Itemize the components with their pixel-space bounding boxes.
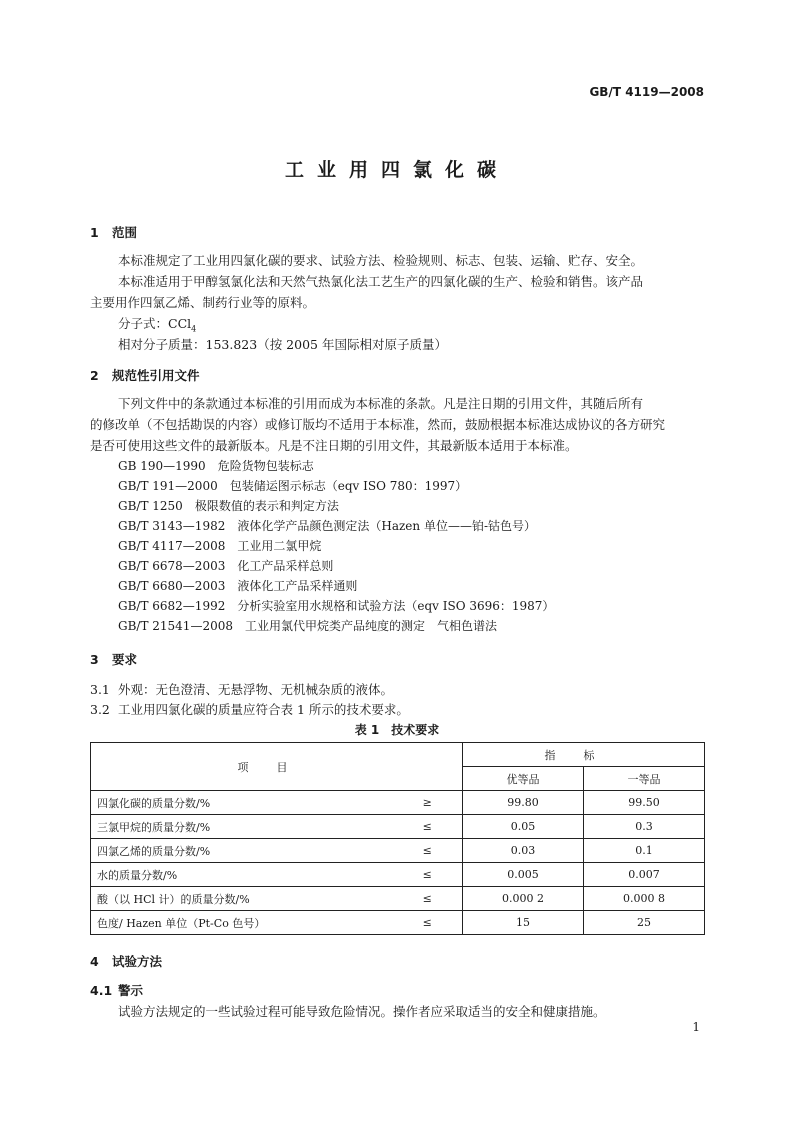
section-number: 1 [90, 225, 99, 240]
table-row [91, 911, 705, 935]
paragraph: 本标准适用于甲醇氢氯化法和天然气热氯化法工艺生产的四氯化碳的生产、检验和销售。该产品 [118, 274, 644, 289]
reference-title: 化工产品采样总则 [237, 559, 334, 573]
reference-title: 液体化学产品颜色测定法（Hazen 单位——铂-钴色号） [237, 519, 537, 533]
row-item: 酸（以 HCl 计）的质量分数/% [91, 887, 393, 911]
row-comparator: ≥ [393, 791, 463, 815]
section-1-heading [90, 223, 137, 241]
header-item: 项目 [91, 743, 463, 791]
reference-item [118, 537, 321, 554]
reference-code: GB/T 6682—1992 [118, 599, 226, 613]
formula-label: 分子式：CCl [118, 316, 192, 331]
table-row [91, 791, 705, 815]
table-row [91, 863, 705, 887]
row-value-superior: 0.000 2 [463, 887, 584, 911]
reference-code: GB/T 4117—2008 [118, 539, 226, 553]
section-title: 试验方法 [112, 954, 163, 969]
header-indicator: 指标 [463, 743, 705, 767]
section-2-heading [90, 366, 200, 384]
row-item: 水的质量分数/% [91, 863, 393, 887]
section-number: 4 [90, 954, 99, 969]
reference-title: 极限数值的表示和判定方法 [194, 499, 339, 513]
row-item: 三氯甲烷的质量分数/% [91, 815, 393, 839]
row-comparator: ≤ [393, 887, 463, 911]
row-comparator: ≤ [393, 815, 463, 839]
document-title: 工业用四氯化碳 [284, 159, 509, 181]
reference-code: GB/T 191—2000 [118, 479, 218, 493]
clause-number: 4.1 [90, 983, 113, 998]
paragraph: 主要用作四氯乙烯、制药行业等的原料。 [90, 295, 316, 310]
standard-id: GB/T 4119—2008 [589, 85, 704, 99]
reference-item [118, 577, 357, 594]
reference-code: GB 190—1990 [118, 459, 206, 473]
clause-3-1 [90, 680, 393, 698]
reference-title: 危险货物包装标志 [217, 459, 314, 473]
section-3-heading [90, 650, 137, 668]
header-grade-superior: 优等品 [463, 767, 584, 791]
row-value-superior: 99.80 [463, 791, 584, 815]
section-4-heading [90, 952, 162, 970]
clause-4-1-heading [90, 981, 143, 999]
section-number: 2 [90, 368, 99, 383]
reference-title: 工业用氯代甲烷类产品纯度的测定 气相色谱法 [245, 619, 498, 633]
table-caption: 表 1 技术要求 [354, 723, 440, 737]
header-grade-first: 一等品 [584, 767, 705, 791]
row-value-superior: 15 [463, 911, 584, 935]
paragraph: 试验方法规定的一些试验过程可能导致危险情况。操作者应采取适当的安全和健康措施。 [118, 1004, 606, 1019]
paragraph: 本标准规定了工业用四氯化碳的要求、试验方法、检验规则、标志、包装、运输、贮存、安全。 [118, 253, 644, 268]
reference-code: GB/T 3143—1982 [118, 519, 226, 533]
clause-title: 警示 [118, 983, 144, 998]
table-row [91, 887, 705, 911]
section-title: 规范性引用文件 [112, 368, 200, 383]
row-value-first: 0.1 [584, 839, 705, 863]
reference-code: GB/T 21541—2008 [118, 619, 233, 633]
row-value-superior: 0.05 [463, 815, 584, 839]
clause-number: 3.2 [90, 702, 110, 717]
reference-item [118, 457, 314, 474]
reference-item [118, 597, 554, 614]
row-value-first: 25 [584, 911, 705, 935]
reference-item [118, 497, 339, 514]
reference-code: GB/T 6680—2003 [118, 579, 226, 593]
row-value-first: 0.000 8 [584, 887, 705, 911]
row-value-first: 0.3 [584, 815, 705, 839]
molecular-mass: 相对分子质量：153.823（按 2005 年国际相对原子质量） [118, 337, 447, 352]
row-comparator: ≤ [393, 911, 463, 935]
molecular-formula [118, 314, 196, 334]
clause-3-2 [90, 700, 409, 718]
reference-item [118, 517, 536, 534]
row-value-first: 99.50 [584, 791, 705, 815]
table-row [91, 815, 705, 839]
reference-item [118, 477, 467, 494]
reference-title: 分析实验室用水规格和试验方法（eqv ISO 3696：1987） [237, 599, 555, 613]
reference-title: 包装储运图示标志（eqv ISO 780：1997） [229, 479, 468, 493]
paragraph: 下列文件中的条款通过本标准的引用而成为本标准的条款。凡是注日期的引用文件，其随后所有 [118, 396, 644, 411]
row-comparator: ≤ [393, 863, 463, 887]
reference-code: GB/T 6678—2003 [118, 559, 226, 573]
section-title: 要求 [112, 652, 138, 667]
paragraph: 的修改单（不包括勘误的内容）或修订版均不适用于本标准，然而，鼓励根据本标准达成协议的各方研究 [90, 417, 666, 432]
page-number: 1 [692, 1020, 700, 1034]
row-item: 色度/ Hazen 单位（Pt-Co 色号） [91, 911, 393, 935]
table-row [91, 839, 705, 863]
reference-code: GB/T 1250 [118, 499, 183, 513]
reference-title: 液体化工产品采样通则 [237, 579, 358, 593]
reference-title: 工业用二氯甲烷 [237, 539, 322, 553]
reference-item [118, 557, 333, 574]
row-item: 四氯化碳的质量分数/% [91, 791, 393, 815]
technical-requirements-table [90, 742, 705, 935]
formula-subscript: 4 [191, 324, 197, 334]
clause-text: 外观：无色澄清、无悬浮物、无机械杂质的液体。 [118, 682, 394, 697]
clause-number: 3.1 [90, 682, 110, 697]
row-comparator: ≤ [393, 839, 463, 863]
row-value-first: 0.007 [584, 863, 705, 887]
row-item: 四氯乙烯的质量分数/% [91, 839, 393, 863]
section-title: 范围 [112, 225, 138, 240]
section-number: 3 [90, 652, 99, 667]
row-value-superior: 0.005 [463, 863, 584, 887]
reference-item [118, 617, 497, 634]
clause-text: 工业用四氯化碳的质量应符合表 1 所示的技术要求。 [118, 702, 409, 717]
paragraph: 是否可使用这些文件的最新版本。凡是不注日期的引用文件，其最新版本适用于本标准。 [90, 438, 578, 453]
row-value-superior: 0.03 [463, 839, 584, 863]
